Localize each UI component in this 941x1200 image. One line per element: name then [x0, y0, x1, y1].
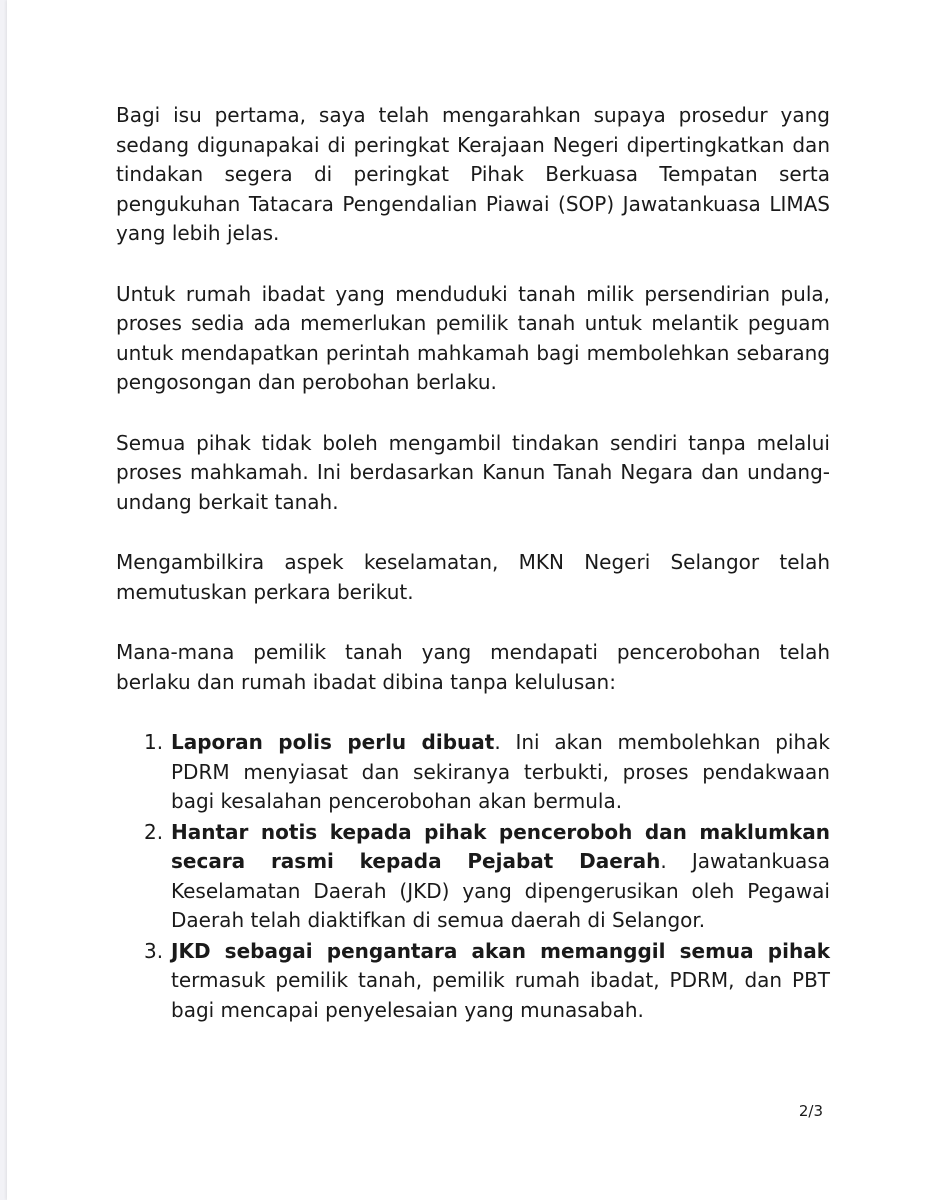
list-item-text: . Ini akan membolehkan pihak PDRM menyiasat dan sekiranya terbukti, proses pendakwaan bagi kesalahan pencerobohan akan bermula.	[171, 730, 830, 813]
list-item-bold: Hantar notis kepada pihak penceroboh dan maklumkan secara rasmi kepada Pejabat Daerah	[171, 819, 830, 873]
paragraph-4: Mengambilkira aspek keselamatan, MKN Negeri Selangor telah memutuskan perkara berikut.	[116, 550, 830, 604]
list-item-bold: Laporan polis perlu dibuat	[171, 730, 495, 754]
document-page	[7, 0, 941, 1200]
paragraph-1: Bagi isu pertama, saya telah mengarahkan supaya prosedur yang sedang digunapakai di peringkat Kerajaan Negeri dipertingkatkan dan tindakan segera di peringkat Pihak Berkuasa Tempatan serta pengukuhan Tatacara Pengendalian Piawai (SOP) Jawatankuasa LIMAS yang lebih jelas.	[116, 103, 830, 245]
list-number: 1.	[144, 730, 164, 754]
list-item-text: . Jawatankuasa Keselamatan Daerah (JKD) yang dipengerusikan oleh Pegawai Daerah telah diaktifkan di semua daerah di Selangor.	[171, 849, 830, 932]
list-item-bold: JKD sebagai pengantara akan memanggil semua pihak	[171, 938, 830, 963]
list-item-text: termasuk pemilik tanah, pemilik rumah ibadat, PDRM, dan PBT bagi mencapai penyelesaian yang munasabah.	[171, 968, 830, 1022]
list-number: 3.	[144, 938, 164, 963]
list-item-1	[116, 728, 830, 817]
document-body	[116, 101, 830, 1026]
paragraph-3: Semua pihak tidak boleh mengambil tindakan sendiri tanpa melalui proses mahkamah. Ini berdasarkan Kanun Tanah Negara dan undang-undang berkait tanah.	[116, 430, 830, 514]
numbered-list	[116, 728, 830, 1025]
list-item-2	[116, 818, 830, 936]
page-number: 2/3	[798, 1102, 823, 1120]
paragraph-2: Untuk rumah ibadat yang menduduki tanah milik persendirian pula, proses sedia ada memerlukan pemilik tanah untuk melantik peguam untuk mendapatkan perintah mahkamah bagi membolehkan sebarang pengosongan dan perobohan berlaku.	[116, 281, 830, 394]
paragraph-5: Mana-mana pemilik tanah yang mendapati pencerobohan telah berlaku dan rumah ibadat dibina tanpa kelulusan:	[116, 640, 830, 694]
list-number: 2.	[144, 819, 164, 844]
list-item-3	[116, 937, 830, 1026]
